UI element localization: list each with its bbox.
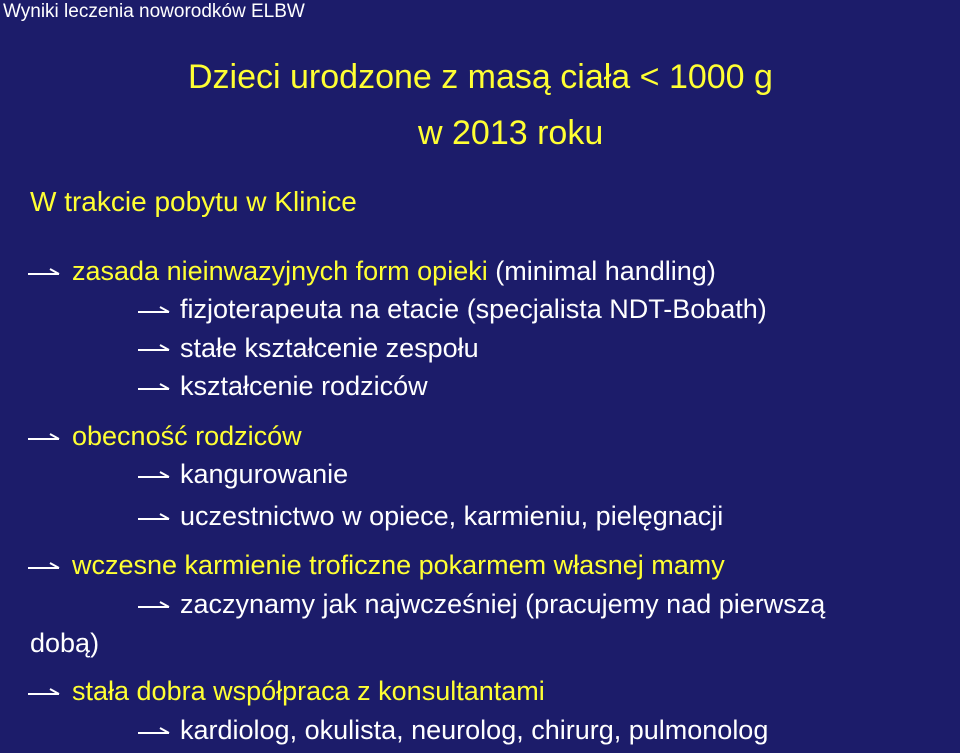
bullet-1-sub-3: kształcenie rodziców (180, 371, 428, 401)
bullet-2-sub-2: uczestnictwo w opiece, karmieniu, pielęgnacji (180, 501, 724, 531)
bullet-1-main (72, 255, 716, 287)
slide-title-line2: w 2013 roku (418, 114, 604, 152)
bullet-3-sub-1: zaczynamy jak najwcześniej (pracujemy nad pierwszą (180, 589, 826, 619)
bullet-1-sub-2: stałe kształcenie zespołu (180, 333, 479, 363)
section-subtitle: W trakcie pobytu w Klinice (30, 186, 357, 217)
arrow-right-icon (28, 688, 62, 700)
bullet-3-sub-1-continuation: dobą) (30, 628, 100, 658)
arrow-right-icon (138, 601, 172, 613)
arrow-right-icon (138, 344, 172, 356)
bullet-4-sub-1: kardiolog, okulista, neurolog, chirurg, pulmonolog (180, 715, 769, 745)
arrow-right-icon (28, 433, 62, 445)
arrow-right-icon (28, 562, 62, 574)
slide-header: Wyniki leczenia noworodków ELBW (3, 1, 305, 22)
arrow-right-icon (28, 268, 62, 280)
bullet-1-sub-1: fizjoterapeuta na etacie (specjalista NDT-Bobath) (180, 294, 767, 324)
bullet-4-main: stała dobra współpraca z konsultantami (72, 676, 545, 706)
arrow-right-icon (138, 306, 172, 318)
arrow-right-icon (138, 727, 172, 739)
bullet-1-text: zasada nieinwazyjnych form opieki (72, 256, 488, 286)
arrow-right-icon (138, 383, 172, 395)
bullet-2-sub-1: kangurowanie (180, 459, 349, 489)
bullet-3-main: wczesne karmienie troficzne pokarmem własnej mamy (72, 550, 725, 580)
bullet-1-extra: (minimal handling) (487, 256, 716, 286)
arrow-right-icon (138, 513, 172, 525)
bullet-2-main: obecność rodziców (72, 421, 302, 451)
slide-title-line1: Dzieci urodzone z masą ciała < 1000 g (188, 58, 773, 96)
arrow-right-icon (138, 471, 172, 483)
